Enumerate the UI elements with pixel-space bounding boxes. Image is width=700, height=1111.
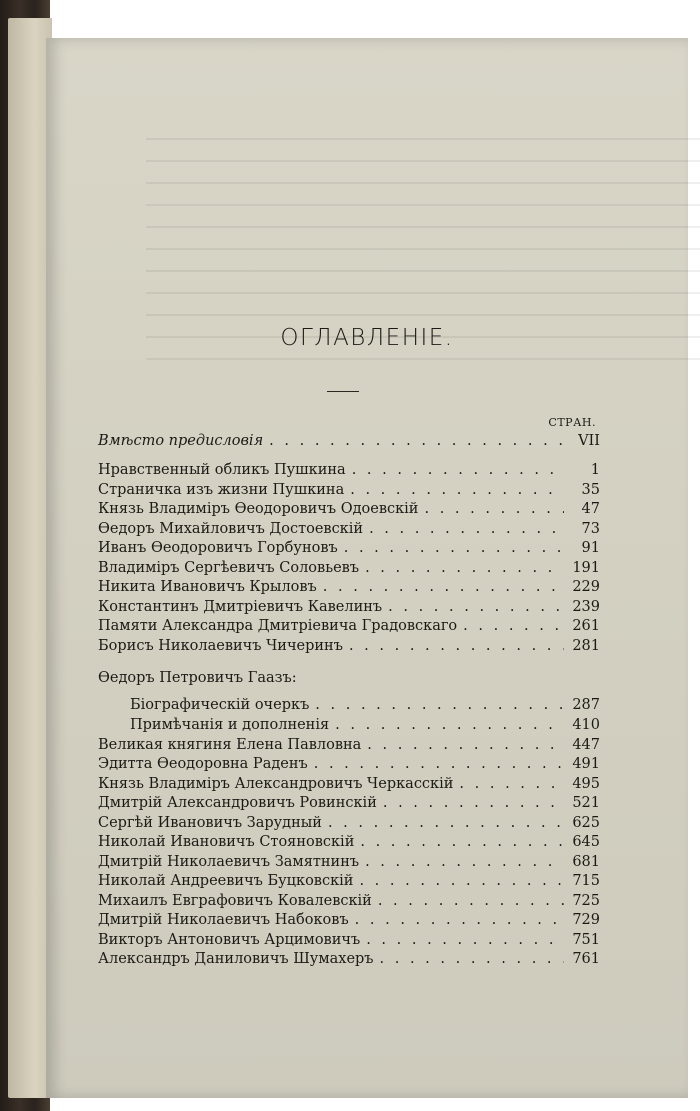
leader-dots (352, 460, 564, 480)
toc-entry (98, 832, 600, 852)
leader-dots (359, 871, 564, 891)
entry-title: Александръ Даниловичъ Шумахеръ (98, 951, 374, 967)
entry-title: Великая княгиня Елена Павловна (98, 736, 362, 753)
leader-dots (355, 910, 564, 930)
entry-page: 761 (572, 951, 600, 967)
leader-dots (344, 538, 564, 558)
entry-page: 91 (581, 540, 600, 556)
toc-entry (98, 910, 600, 930)
entry-title: Дмитрій Николаевичъ Замятнинъ (98, 853, 360, 870)
entry-page: 281 (572, 637, 600, 654)
toc-entry (98, 480, 600, 500)
leader-dots (350, 480, 564, 500)
entry-page: 229 (572, 579, 600, 595)
toc-entry (98, 577, 600, 597)
entry-title: Страничка изъ жизни Пушкина (98, 481, 345, 498)
entry-title: Николай Андреевичъ Буцковскій (98, 873, 354, 889)
toc-entry (98, 636, 600, 656)
entry-page: 495 (572, 775, 600, 792)
entry-title: Константинъ Дмитріевичъ Кавелинъ (98, 598, 383, 615)
entry-title: Викторъ Антоновичъ Арцимовичъ (98, 931, 361, 948)
entry-title: Михаилъ Евграфовичъ Ковалевскій (98, 892, 372, 909)
entry-page: 729 (572, 912, 600, 928)
leader-dots (328, 813, 564, 833)
toc-entry (98, 852, 600, 872)
leader-dots (424, 499, 564, 519)
leader-dots (463, 616, 564, 636)
leader-dots (369, 519, 564, 539)
leader-dots (380, 949, 564, 969)
entry-page: 73 (581, 520, 600, 537)
leader-dots (365, 852, 564, 872)
entry-page: 725 (572, 892, 600, 909)
entry-page: 191 (572, 559, 600, 576)
entry-title: Никита Ивановичъ Крыловъ (98, 579, 317, 595)
entry-page: 625 (572, 814, 600, 831)
entry-page: 1 (590, 462, 600, 478)
toc-entry (98, 949, 600, 969)
leader-dots (459, 774, 564, 794)
entry-page: 47 (581, 501, 600, 517)
entry-page: 751 (572, 931, 600, 948)
entry-page: 491 (572, 756, 600, 772)
toc-entry (98, 793, 600, 813)
toc-entry (98, 735, 600, 755)
toc-entry (98, 813, 600, 833)
entry-title: Эдитта Ѳеодоровна Раденъ (98, 756, 308, 772)
entry-page: 715 (572, 873, 600, 889)
title-divider (327, 391, 359, 392)
toc-entry (98, 538, 600, 558)
entry-page: 261 (572, 618, 600, 634)
toc-entry (98, 460, 600, 480)
toc-entry (98, 616, 600, 636)
toc-entry (98, 930, 600, 950)
toc-entry (98, 431, 600, 451)
leader-dots (323, 577, 564, 597)
entry-title: Памяти Александра Дмитріевича Градовскаго (98, 618, 458, 634)
entry-title: Владиміръ Сергѣевичъ Соловьевъ (98, 559, 360, 576)
leader-dots (360, 832, 564, 852)
entry-title: Борисъ Николаевичъ Чичеринъ (98, 637, 343, 654)
toc-entry (98, 754, 600, 774)
entry-title: Ѳедоръ Михайловичъ Достоевскій (98, 520, 364, 537)
leader-dots (269, 431, 564, 451)
entry-page: 35 (581, 481, 600, 498)
entry-title: Біографическій очеркъ (130, 697, 310, 713)
leader-dots (388, 597, 564, 617)
entry-title: Дмитрій Александровичъ Ровинскій (98, 795, 377, 811)
entry-page: 287 (572, 697, 600, 713)
book-page (46, 38, 688, 1098)
toc-entry (98, 891, 600, 911)
entry-title: Примѣчанія и дополненія (130, 717, 330, 733)
toc-entry (98, 597, 600, 617)
leader-dots (378, 891, 564, 911)
toc-subentry (130, 695, 600, 715)
page-column-header: СТРАН. (548, 416, 596, 429)
toc-entry (98, 499, 600, 519)
leader-dots (366, 930, 564, 950)
entry-page: 447 (572, 736, 600, 753)
toc-entry (98, 871, 600, 891)
entry-title: Князь Владиміръ Ѳеодоровичъ Одоевскій (98, 501, 419, 517)
leader-dots (315, 695, 564, 715)
entry-title: Дмитрій Николаевичъ Набоковъ (98, 912, 349, 928)
toc-entry (98, 519, 600, 539)
leader-dots (367, 735, 564, 755)
leader-dots (365, 558, 564, 578)
entry-page: 410 (572, 717, 600, 733)
leader-dots (383, 793, 564, 813)
entry-title: Иванъ Ѳеодоровичъ Горбуновъ (98, 540, 338, 556)
entry-title: Нравственный обликъ Пушкина (98, 462, 346, 478)
leader-dots (349, 636, 564, 656)
toc-entry (98, 558, 600, 578)
entry-title: Николай Ивановичъ Стояновскій (98, 834, 355, 850)
entry-title: Сергѣй Ивановичъ Зарудный (98, 814, 322, 831)
toc-entry (98, 774, 600, 794)
entry-page: 645 (572, 834, 600, 850)
entry-title: Князь Владиміръ Александровичъ Черкасскій (98, 775, 454, 792)
toc-subentry (130, 715, 600, 735)
entry-page: 239 (572, 598, 600, 615)
entry-title: Вмѣсто предисловія (98, 433, 264, 449)
section-heading: Ѳедоръ Петровичъ Гаазъ: (98, 670, 297, 686)
entry-page: VII (578, 433, 600, 449)
entry-page: 681 (572, 853, 600, 870)
entry-page: 521 (572, 795, 600, 811)
leader-dots (335, 715, 564, 735)
leader-dots (314, 754, 564, 774)
page-title: ОГЛАВЛЕНIЕ. (280, 325, 454, 351)
